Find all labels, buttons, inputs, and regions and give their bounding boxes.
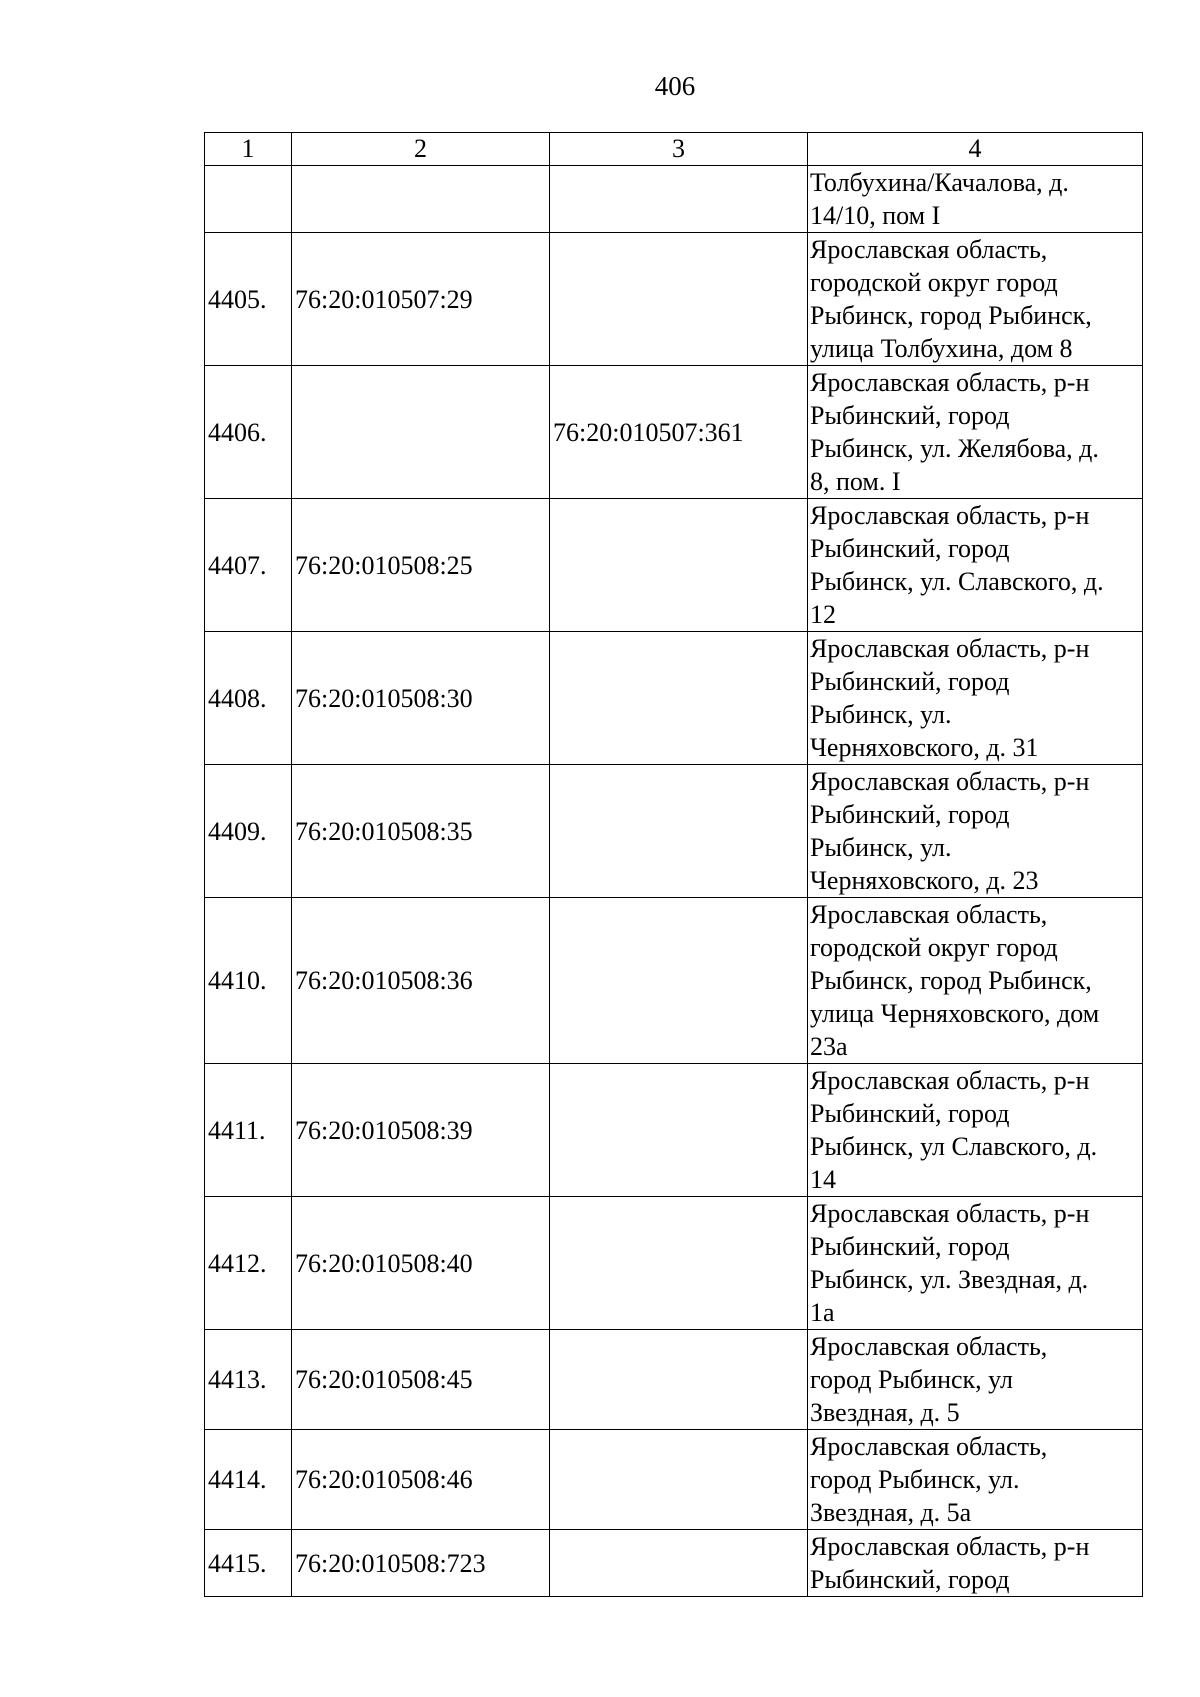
- cadastral-land: 76:20:010508:45: [292, 1330, 550, 1430]
- table-row: [205, 366, 1143, 499]
- row-number: 4413.: [205, 1330, 292, 1430]
- row-number: 4406.: [205, 366, 292, 499]
- cadastral-building: [550, 166, 808, 233]
- table-row: [205, 499, 1143, 632]
- row-number: 4411.: [205, 1064, 292, 1197]
- address: Ярославская область, р-н Рыбинский, город Рыбинск, ул. Черняховского, д. 31: [808, 632, 1143, 765]
- cadastral-building: [550, 632, 808, 765]
- cadastral-land: 76:20:010507:29: [292, 233, 550, 366]
- cadastral-land: [292, 366, 550, 499]
- table-row: [205, 1330, 1143, 1430]
- cadastral-building: [550, 499, 808, 632]
- table-row: [205, 1064, 1143, 1197]
- cadastral-land: 76:20:010508:25: [292, 499, 550, 632]
- row-number: 4405.: [205, 233, 292, 366]
- table-row: [205, 898, 1143, 1064]
- cadastral-building: [550, 1530, 808, 1597]
- table-row: [205, 632, 1143, 765]
- address: Ярославская область, городской округ город Рыбинск, город Рыбинск, улица Черняховского, дом 23а: [808, 898, 1143, 1064]
- cadastral-land: [292, 166, 550, 233]
- header-cell-4: 4: [808, 133, 1143, 166]
- table-row: [205, 1530, 1143, 1597]
- cadastral-building: [550, 1330, 808, 1430]
- row-number: 4412.: [205, 1197, 292, 1330]
- cadastral-building: [550, 1197, 808, 1330]
- table-row: [205, 166, 1143, 233]
- address: Ярославская область, р-н Рыбинский, город: [808, 1530, 1143, 1597]
- registry-table: [204, 132, 1143, 1597]
- cadastral-building: [550, 898, 808, 1064]
- row-number: 4408.: [205, 632, 292, 765]
- address: Ярославская область, город Рыбинск, ул Звездная, д. 5: [808, 1330, 1143, 1430]
- address: Ярославская область, р-н Рыбинский, город Рыбинск, ул. Черняховского, д. 23: [808, 765, 1143, 898]
- cadastral-building: [550, 1430, 808, 1530]
- row-number: 4414.: [205, 1430, 292, 1530]
- header-cell-2: 2: [292, 133, 550, 166]
- row-number: 4410.: [205, 898, 292, 1064]
- cadastral-land: 76:20:010508:35: [292, 765, 550, 898]
- cadastral-building: 76:20:010507:361: [550, 366, 808, 499]
- table-row: [205, 765, 1143, 898]
- cadastral-land: 76:20:010508:39: [292, 1064, 550, 1197]
- cadastral-building: [550, 233, 808, 366]
- cadastral-land: 76:20:010508:30: [292, 632, 550, 765]
- table-header-row: [205, 133, 1143, 166]
- cadastral-building: [550, 1064, 808, 1197]
- address: Толбухина/Качалова, д. 14/10, пом I: [808, 166, 1143, 233]
- address: Ярославская область, р-н Рыбинский, город Рыбинск, ул. Славского, д. 12: [808, 499, 1143, 632]
- page-number-text: 406: [654, 71, 696, 101]
- address: Ярославская область, р-н Рыбинский, город Рыбинск, ул Славского, д. 14: [808, 1064, 1143, 1197]
- row-number: 4409.: [205, 765, 292, 898]
- cadastral-building: [550, 765, 808, 898]
- cadastral-land: 76:20:010508:40: [292, 1197, 550, 1330]
- header-cell-3: 3: [550, 133, 808, 166]
- cadastral-land: 76:20:010508:46: [292, 1430, 550, 1530]
- row-number: 4415.: [205, 1530, 292, 1597]
- address: Ярославская область, город Рыбинск, ул. Звездная, д. 5а: [808, 1430, 1143, 1530]
- header-cell-1: 1: [205, 133, 292, 166]
- table-row: [205, 233, 1143, 366]
- table-row: [205, 1430, 1143, 1530]
- cadastral-land: 76:20:010508:723: [292, 1530, 550, 1597]
- address: Ярославская область, р-н Рыбинский, город Рыбинск, ул. Желябова, д. 8, пом. I: [808, 366, 1143, 499]
- cadastral-land: 76:20:010508:36: [292, 898, 550, 1064]
- row-number: 4407.: [205, 499, 292, 632]
- row-number: [205, 166, 292, 233]
- table-row: [205, 1197, 1143, 1330]
- address: Ярославская область, городской округ город Рыбинск, город Рыбинск, улица Толбухина, дом 8: [808, 233, 1143, 366]
- address: Ярославская область, р-н Рыбинский, город Рыбинск, ул. Звездная, д. 1а: [808, 1197, 1143, 1330]
